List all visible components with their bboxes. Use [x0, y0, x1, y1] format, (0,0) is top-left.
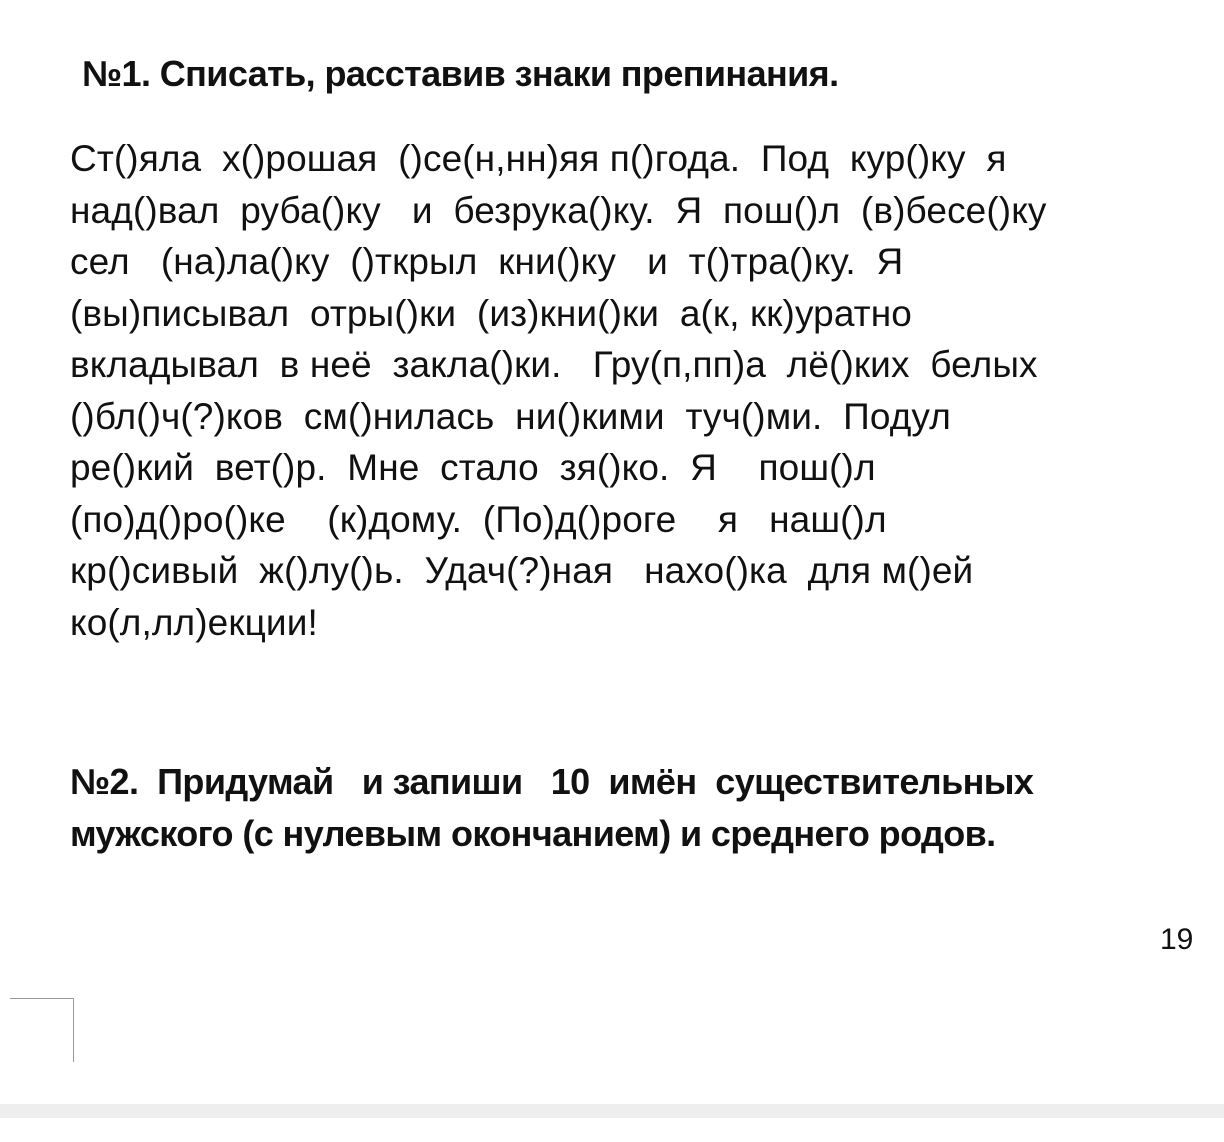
- task1-text-line: над()вал руба()ку и безрука()ку. Я пош()л (в)бесе()ку: [70, 189, 1047, 231]
- task1-text: [70, 133, 1150, 648]
- task1-text-line: вкладывал в неё закла()ки. Гру(п,пп)а лё()ких белых: [70, 344, 1038, 385]
- page-number: 19: [1160, 923, 1194, 956]
- task2-line: №2. Придумай и запиши 10 имён существительных: [70, 761, 1034, 802]
- task2-line: мужского (с нулевым окончанием) и среднего родов.: [70, 813, 996, 854]
- task1-text-line: ()бл()ч(?)ков см()нилась ни()кими туч()ми. Подул: [70, 395, 951, 437]
- task1-text-line: сел (на)ла()ку ()ткрыл кни()ку и т()тра()ку. Я: [70, 241, 904, 282]
- next-page-edge: [0, 1118, 1224, 1142]
- cut-off-top-text: [90, 0, 330, 2]
- task1-text-line: (вы)писывал отры()ки (из)кни()ки а(к, кк)уратно: [70, 292, 912, 334]
- task1-text-line: (по)д()ро()ке (к)дому. (По)д()роге я наш()л: [70, 498, 887, 540]
- task1-text-line: ко(л,лл)екции!: [70, 601, 318, 643]
- page-corner-mark: [10, 998, 74, 1062]
- task1-title: №1. Списать, расставив знаки препинания.: [82, 53, 839, 94]
- viewer-bottom-strip: [0, 1104, 1224, 1142]
- task1-text-line: Ст()яла х()рошая ()се(н,нн)яя п()года. Под кур()ку я: [70, 138, 1007, 179]
- task1-text-line: кр()сивый ж()лу()ь. Удач(?)ная нахо()ка для м()ей: [70, 550, 974, 591]
- task1-text-line: ре()кий вет()р. Мне стало зя()ко. Я пош()л: [70, 447, 876, 488]
- task2-instruction: [70, 756, 1170, 860]
